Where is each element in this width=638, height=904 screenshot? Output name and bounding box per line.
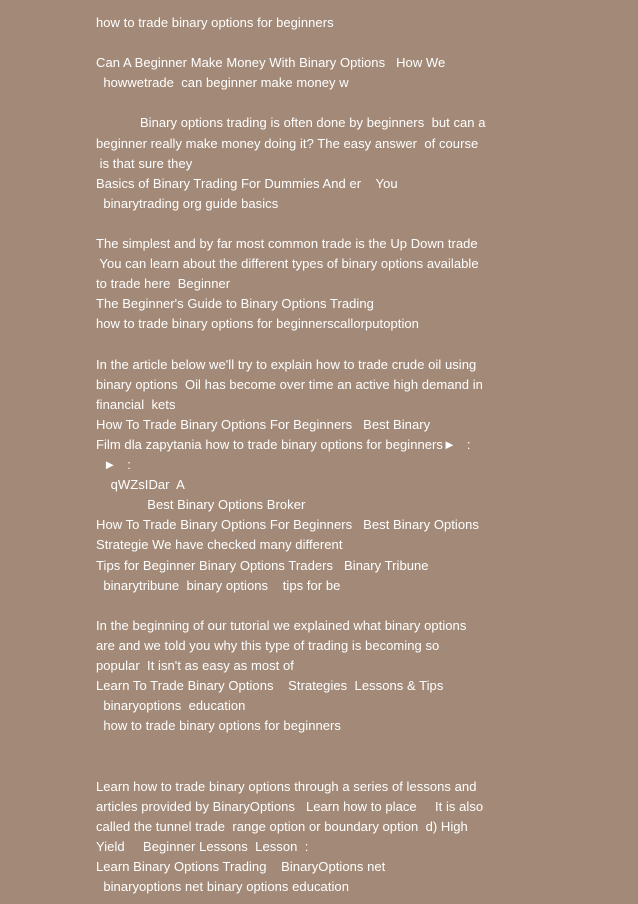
text-line: to trade here Beginner [96, 276, 231, 292]
text-line: binaryoptions education [96, 698, 246, 714]
text-line: In the beginning of our tutorial we explained what binary options [96, 617, 467, 633]
text-line: The Beginner's Guide to Binary Options Trading [96, 296, 374, 312]
text-line: binaryoptions net binary options education [96, 879, 349, 895]
text-line: how to trade binary options for beginnerscallorputoption [96, 316, 419, 332]
text-line: Binary options trading is often done by beginners but can a [96, 115, 486, 131]
text-line: beginner really make money doing it? The easy answer of course [96, 135, 479, 151]
text-line: Can A Beginner Make Money With Binary Options How We [96, 55, 446, 71]
text-line: popular It isn't as easy as most of [96, 658, 294, 673]
text-line: qWZsIDar A [96, 477, 185, 493]
text-line: You can learn about the different types of binary options available [96, 256, 479, 272]
blank-line [96, 214, 626, 234]
text-line: is that sure they [96, 155, 193, 171]
text-line: Tips for Beginner Binary Options Traders Binary Tribune [96, 557, 429, 573]
text-line: how to trade binary options for beginners [96, 718, 341, 734]
text-line: Best Binary Options Broker [96, 497, 306, 513]
text-line: how to trade binary options for beginners [96, 15, 334, 30]
text-line: Learn how to trade binary options through a series of lessons and [96, 778, 477, 794]
text-line: Basics of Binary Trading For Dummies And er You [96, 175, 398, 191]
text-line: How To Trade Binary Options For Beginners Best Binary Options [96, 517, 479, 533]
text-line: howwetrade can beginner make money w [96, 75, 349, 91]
text-line: called the tunnel trade range option or boundary option d) High [96, 818, 468, 834]
text-line: binarytribune binary options tips for be [96, 577, 341, 593]
blank-line [96, 736, 626, 756]
text-line: In the article below we'll try to explain how to trade crude oil using [96, 356, 477, 372]
blank-line [96, 93, 626, 113]
text-line: The simplest and by far most common trade is the Up Down trade [96, 236, 478, 252]
blank-line [96, 596, 626, 616]
blank-line [96, 33, 626, 53]
blank-line [96, 335, 626, 355]
blank-line [96, 756, 626, 776]
text-line: Learn To Trade Binary Options Strategies Lessons & Tips [96, 678, 444, 694]
text-line: binary options Oil has become over time an active high demand in [96, 376, 483, 392]
text-line: articles provided by BinaryOptions Learn how to place It is also [96, 798, 484, 814]
text-line: How To Trade Binary Options For Beginners Best Binary [96, 416, 431, 432]
text-line: binarytrading org guide basics [96, 195, 279, 211]
text-line: ► : [96, 457, 131, 473]
text-line: Learn Binary Options Trading BinaryOptions net [96, 858, 386, 874]
text-line: Yield Beginner Lessons Lesson : [96, 838, 309, 854]
text-line: Strategie We have checked many different [96, 537, 343, 553]
text-line: financial kets [96, 396, 176, 412]
text-line: Film dla zapytania how to trade binary options for beginners► : [96, 436, 471, 452]
text-body [96, 13, 626, 897]
text-line: are and we told you why this type of trading is becoming so [96, 637, 440, 653]
